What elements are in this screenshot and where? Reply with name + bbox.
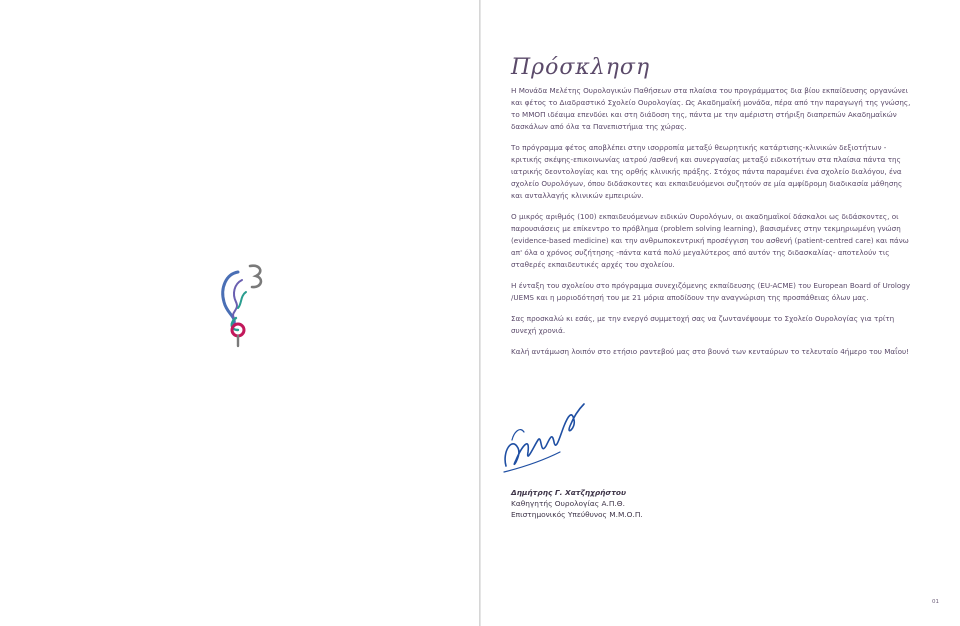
- paragraph-closing: Καλή αντάμωση λοιπόν στο ετήσιο ραντεβού μας στο βουνό των κενταύρων το τελευταίο 4ήμερο του Μαΐου!: [511, 347, 910, 356]
- letter-body: [511, 85, 911, 367]
- left-page: [0, 0, 479, 626]
- paragraph-principles: Ο μικρός αριθμός (100) εκπαιδευόμενων ειδικών Ουρολόγων, οι ακαδημαϊκοί δάσκαλοι ως διδάσκοντες, οι παρουσιάσεις με επίκεντρο το πρόβλημα (problem solving learning), βασισμένες στην τεκμηριωμένη γνώση (evidence-based medicine) και την ανθρωποκεντρική προσέγγιση του ασθενή (patient-centred care) και πάνω απ' όλα ο χρόνος συζήτησης -πάντα κατά πολύ μεγαλύτερος από αυτόν της διδασκαλίας- αποτελούν τις σταθερές εκπαιδευτικές αρχές του σχολείου.: [511, 212, 909, 269]
- paragraph-intro: Η Μονάδα Μελέτης Ουρολογικών Παθήσεων στα πλαίσια του προγράμματος δια βίου εκπαίδευσης οργανώνει και φέτος το Διαδραστικό Σχολείο Ουρολογίας. Ως Ακαδημαϊκή μονάδα, πέρα από την παραγωγή της γνώσης, το ΜΜΟΠ ιδέαιμα επενδύει και στη διάδοση της, πάντα με την αμέριστη στήριξη διαπρεπών Ακαδημαϊκών δασκάλων από όλα τα Πανεπιστήμια της χώρας.: [511, 86, 911, 131]
- paragraph-accreditation: Η ένταξη του σχολείου στο πρόγραμμα συνεχιζόμενης εκπαίδευσης (EU-ACME) του European Board of Urology /UEMS και η μοριοδότησή του με 21 μόρια αποδίδουν την αναγνώριση της προσπάθειας όλων μας.: [511, 281, 911, 302]
- handwritten-signature-icon: [500, 396, 588, 480]
- paragraph-invitation: Σας προσκαλώ κι εσάς, με την ενεργό συμμετοχή σας να ζωντανέψουμε το Σχολείο Ουρολογίας για τρίτη συνεχή χρονιά.: [511, 314, 895, 335]
- signer-block: [511, 487, 643, 520]
- signer-name: Δημήτρης Γ. Χατζηχρήστου: [511, 488, 626, 497]
- paragraph-program: Το πρόγραμμα φέτος αποβλέπει στην ισορροπία μεταξύ θεωρητικής κατάρτισης-κλινικών δεξιοτήτων - κριτικής σκέψης-επικοινωνίας ιατρού /ασθενή και συνεργασίας μεταξύ ειδικοτήτων στα πλαίσια πάντα της ιατρικής δεοντολογίας και της ορθής κλινικής πράξης. Στόχος πάντα παραμένει ένα σχολείο διαλόγου, ένα σχολείο Ουρολόγων, όπου διδάσκοντες και εκπαιδευόμενοι συζητούν σε μία αμφίδρομη διαδικασία μάθησης και ανταλλαγής κλινικών εμπειριών.: [511, 143, 903, 200]
- page-number: 01: [932, 599, 939, 605]
- signer-role: Καθηγητής Ουρολογίας Α.Π.Θ.: [511, 499, 625, 508]
- urology-school-logo-icon: [216, 262, 268, 350]
- page-title: Πρόσκληση: [511, 55, 651, 80]
- signer-affiliation: Επιστημονικός Υπεύθυνος Μ.Μ.Ο.Π.: [511, 510, 643, 519]
